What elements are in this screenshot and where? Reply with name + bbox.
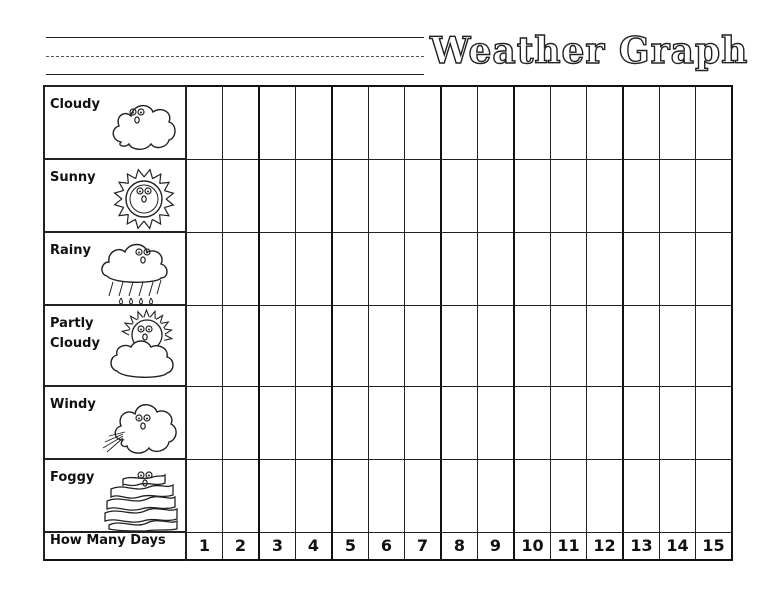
weather-graph-table (43, 85, 733, 561)
graph-cell[interactable] (296, 86, 333, 159)
graph-cell[interactable] (259, 232, 296, 305)
weather-row-label-cell (44, 86, 186, 159)
graph-cell[interactable] (186, 159, 223, 232)
graph-cell[interactable] (551, 86, 587, 159)
graph-cell[interactable] (660, 459, 696, 532)
graph-cell[interactable] (223, 386, 260, 459)
graph-cell[interactable] (441, 305, 478, 386)
name-line-bottom (46, 74, 424, 75)
graph-cell[interactable] (623, 305, 660, 386)
graph-cell[interactable] (223, 159, 260, 232)
graph-cell[interactable] (369, 305, 405, 386)
graph-cell[interactable] (369, 232, 405, 305)
graph-cell[interactable] (369, 159, 405, 232)
page-title (430, 30, 749, 78)
graph-cell[interactable] (441, 159, 478, 232)
how-many-days-label: How Many Days (44, 532, 186, 560)
graph-cell[interactable] (623, 232, 660, 305)
weather-row-label-cell (44, 232, 186, 305)
day-number: 1 (186, 532, 223, 560)
graph-cell[interactable] (551, 159, 587, 232)
graph-cell[interactable] (296, 305, 333, 386)
graph-cell[interactable] (405, 459, 442, 532)
day-number: 15 (696, 532, 733, 560)
graph-cell[interactable] (623, 386, 660, 459)
graph-cell[interactable] (478, 305, 515, 386)
day-number: 7 (405, 532, 442, 560)
graph-cell[interactable] (587, 386, 624, 459)
day-number: 2 (223, 532, 260, 560)
graph-cell[interactable] (660, 386, 696, 459)
graph-cell[interactable] (587, 305, 624, 386)
graph-cell[interactable] (551, 386, 587, 459)
day-number: 8 (441, 532, 478, 560)
graph-cell[interactable] (405, 159, 442, 232)
cloudy-icon (107, 90, 181, 160)
graph-cell[interactable] (478, 86, 515, 159)
graph-cell[interactable] (623, 86, 660, 159)
graph-cell[interactable] (514, 459, 551, 532)
graph-cell[interactable] (623, 459, 660, 532)
graph-cell[interactable] (369, 86, 405, 159)
weather-row (44, 232, 732, 305)
graph-cell[interactable] (186, 232, 223, 305)
graph-cell[interactable] (186, 386, 223, 459)
weather-row (44, 459, 732, 532)
day-number: 5 (332, 532, 369, 560)
graph-cell[interactable] (369, 386, 405, 459)
weather-row-label-cell (44, 386, 186, 459)
graph-cell[interactable] (441, 232, 478, 305)
day-number: 3 (259, 532, 296, 560)
graph-cell[interactable] (551, 305, 587, 386)
graph-cell[interactable] (441, 86, 478, 159)
weather-row-label-cell (44, 305, 186, 386)
graph-cell[interactable] (369, 459, 405, 532)
graph-cell[interactable] (296, 459, 333, 532)
graph-cell[interactable] (296, 232, 333, 305)
weather-row (44, 159, 732, 232)
graph-cell[interactable] (696, 305, 733, 386)
name-line-dashed (46, 56, 424, 57)
graph-cell[interactable] (441, 459, 478, 532)
day-number: 6 (369, 532, 405, 560)
day-number: 13 (623, 532, 660, 560)
day-number: 12 (587, 532, 624, 560)
graph-cell[interactable] (478, 459, 515, 532)
weather-row (44, 86, 732, 159)
weather-row-label-cell (44, 159, 186, 232)
graph-cell[interactable] (405, 86, 442, 159)
graph-cell[interactable] (186, 459, 223, 532)
graph-cell[interactable] (332, 386, 369, 459)
graph-cell[interactable] (514, 305, 551, 386)
graph-cell[interactable] (514, 159, 551, 232)
sunny-icon (107, 163, 181, 235)
weather-type-label: Cloudy (50, 97, 100, 112)
graph-cell[interactable] (587, 459, 624, 532)
graph-cell[interactable] (478, 386, 515, 459)
weather-type-label: Partly Cloudy (50, 316, 100, 351)
name-line-top (46, 37, 424, 38)
graph-cell[interactable] (332, 232, 369, 305)
weather-type-label: Foggy (50, 470, 95, 485)
graph-cell[interactable] (514, 232, 551, 305)
graph-cell[interactable] (259, 86, 296, 159)
graph-cell[interactable] (660, 86, 696, 159)
partly-cloudy-icon (107, 309, 181, 387)
foggy-icon (101, 463, 181, 535)
day-number: 11 (551, 532, 587, 560)
graph-cell[interactable] (223, 305, 260, 386)
graph-cell[interactable] (296, 159, 333, 232)
how-many-days-row (44, 532, 732, 560)
windy-icon (101, 390, 181, 464)
graph-cell[interactable] (696, 459, 733, 532)
graph-cell[interactable] (332, 159, 369, 232)
name-writing-lines (46, 34, 424, 78)
day-number: 9 (478, 532, 515, 560)
graph-cell[interactable] (223, 459, 260, 532)
graph-cell[interactable] (696, 86, 733, 159)
graph-cell[interactable] (296, 386, 333, 459)
graph-cell[interactable] (332, 459, 369, 532)
graph-cell[interactable] (551, 459, 587, 532)
graph-cell[interactable] (259, 386, 296, 459)
weather-type-label: Windy (50, 397, 96, 412)
graph-cell[interactable] (223, 232, 260, 305)
graph-cell[interactable] (660, 305, 696, 386)
graph-cell[interactable] (587, 159, 624, 232)
weather-row (44, 305, 732, 386)
graph-cell[interactable] (696, 159, 733, 232)
graph-cell[interactable] (441, 386, 478, 459)
graph-cell[interactable] (186, 86, 223, 159)
graph-cell[interactable] (587, 232, 624, 305)
graph-cell[interactable] (332, 86, 369, 159)
graph-cell[interactable] (405, 305, 442, 386)
day-number: 4 (296, 532, 333, 560)
graph-cell[interactable] (405, 386, 442, 459)
graph-cell[interactable] (223, 86, 260, 159)
rainy-icon (99, 236, 181, 312)
graph-cell[interactable] (551, 232, 587, 305)
graph-cell[interactable] (478, 159, 515, 232)
graph-cell[interactable] (587, 86, 624, 159)
day-number: 14 (660, 532, 696, 560)
weather-row (44, 386, 732, 459)
graph-cell[interactable] (696, 386, 733, 459)
graph-cell[interactable] (514, 386, 551, 459)
graph-cell[interactable] (660, 232, 696, 305)
graph-cell[interactable] (259, 159, 296, 232)
graph-cell[interactable] (259, 459, 296, 532)
weather-row-label-cell (44, 459, 186, 532)
graph-cell[interactable] (660, 159, 696, 232)
graph-cell[interactable] (332, 305, 369, 386)
graph-cell[interactable] (478, 232, 515, 305)
graph-cell[interactable] (696, 232, 733, 305)
graph-cell[interactable] (405, 232, 442, 305)
weather-type-label: Sunny (50, 170, 96, 185)
day-number: 10 (514, 532, 551, 560)
weather-type-label: Rainy (50, 243, 91, 258)
graph-cell[interactable] (259, 305, 296, 386)
graph-cell[interactable] (186, 305, 223, 386)
graph-cell[interactable] (514, 86, 551, 159)
page-title-text: Weather Graph (430, 30, 749, 72)
graph-cell[interactable] (623, 159, 660, 232)
